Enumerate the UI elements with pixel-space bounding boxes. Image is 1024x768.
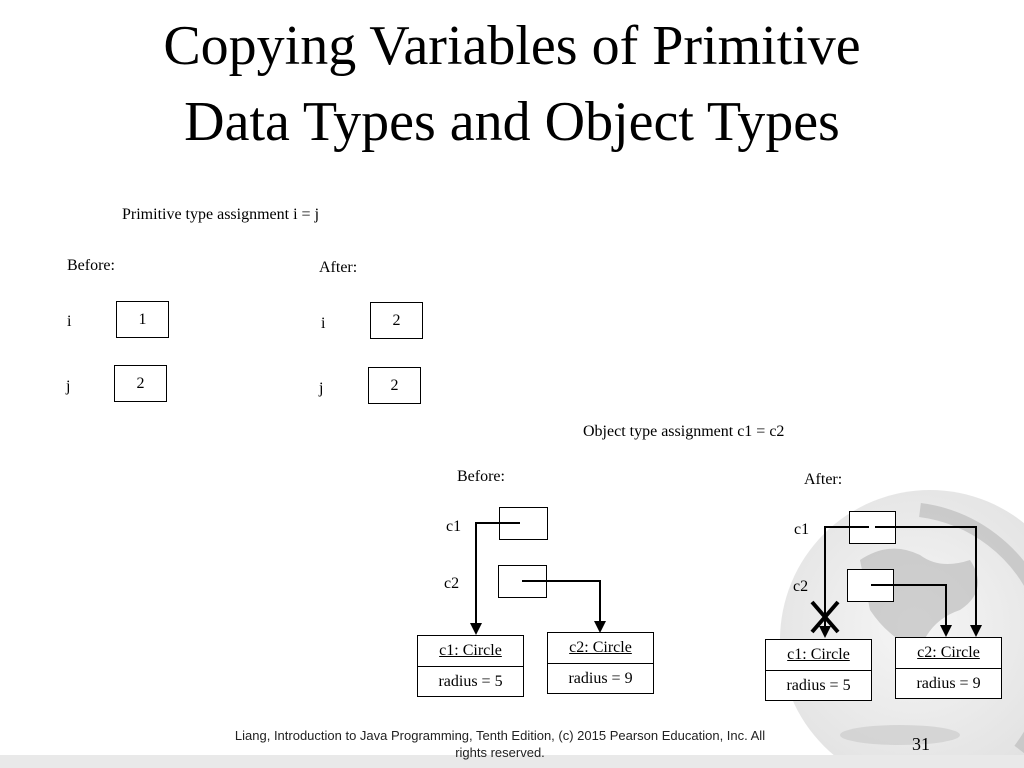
- before-obj1-field: radius = 5: [438, 673, 503, 690]
- after-j-box: 2: [368, 367, 421, 404]
- before-j-label: j: [66, 378, 71, 395]
- before-i-box: 1: [116, 301, 169, 338]
- slide-title-line-1: Copying Variables of Primitive: [163, 15, 861, 77]
- after-i-label: i: [321, 315, 326, 332]
- before-c2-arrow: [522, 581, 600, 631]
- after-c2-label: c2: [793, 578, 809, 595]
- before-c1-circle-object: [417, 635, 524, 697]
- primitive-before-label: Before:: [67, 257, 115, 274]
- slide-title-line-2: Data Types and Object Types: [184, 91, 840, 153]
- page-number: 31: [912, 734, 930, 754]
- before-obj1-name: c1: Circle: [439, 642, 502, 659]
- after-c1-new-arrow: [875, 527, 976, 635]
- after-c2-circle-object: [895, 637, 1002, 699]
- after-c1-label: c1: [794, 521, 810, 538]
- footer-line-2: rights reserved.: [455, 745, 545, 760]
- before-i-label: i: [67, 313, 72, 330]
- after-c1-circle-object: [765, 639, 872, 701]
- before-obj2-name: c2: Circle: [569, 639, 632, 656]
- after-obj2-field: radius = 9: [916, 675, 981, 692]
- before-obj2-field: radius = 9: [568, 670, 633, 687]
- after-j-label: j: [319, 380, 324, 397]
- object-caption: Object type assignment c1 = c2: [583, 423, 785, 440]
- after-obj1-name: c1: Circle: [787, 646, 850, 663]
- before-c2-circle-object: [547, 632, 654, 694]
- primitive-after-label: After:: [319, 259, 358, 276]
- before-c1-label: c1: [446, 518, 462, 535]
- object-before-label: Before:: [457, 468, 505, 485]
- after-obj1-field: radius = 5: [786, 677, 851, 694]
- footer-line-1: Liang, Introduction to Java Programming, Tenth Edition, (c) 2015 Pearson Education, Inc. All: [234, 728, 766, 743]
- after-c1-old-arrow: [825, 527, 869, 636]
- primitive-caption: Primitive type assignment i = j: [122, 206, 320, 223]
- before-c1-arrow: [476, 523, 520, 633]
- before-j-box: 2: [114, 365, 167, 402]
- copyright-footer: [200, 727, 800, 761]
- after-c2-arrow: [871, 585, 946, 635]
- after-obj2-name: c2: Circle: [917, 644, 980, 661]
- after-i-box: 2: [370, 302, 423, 339]
- object-after-label: After:: [804, 471, 843, 488]
- before-c2-label: c2: [444, 575, 460, 592]
